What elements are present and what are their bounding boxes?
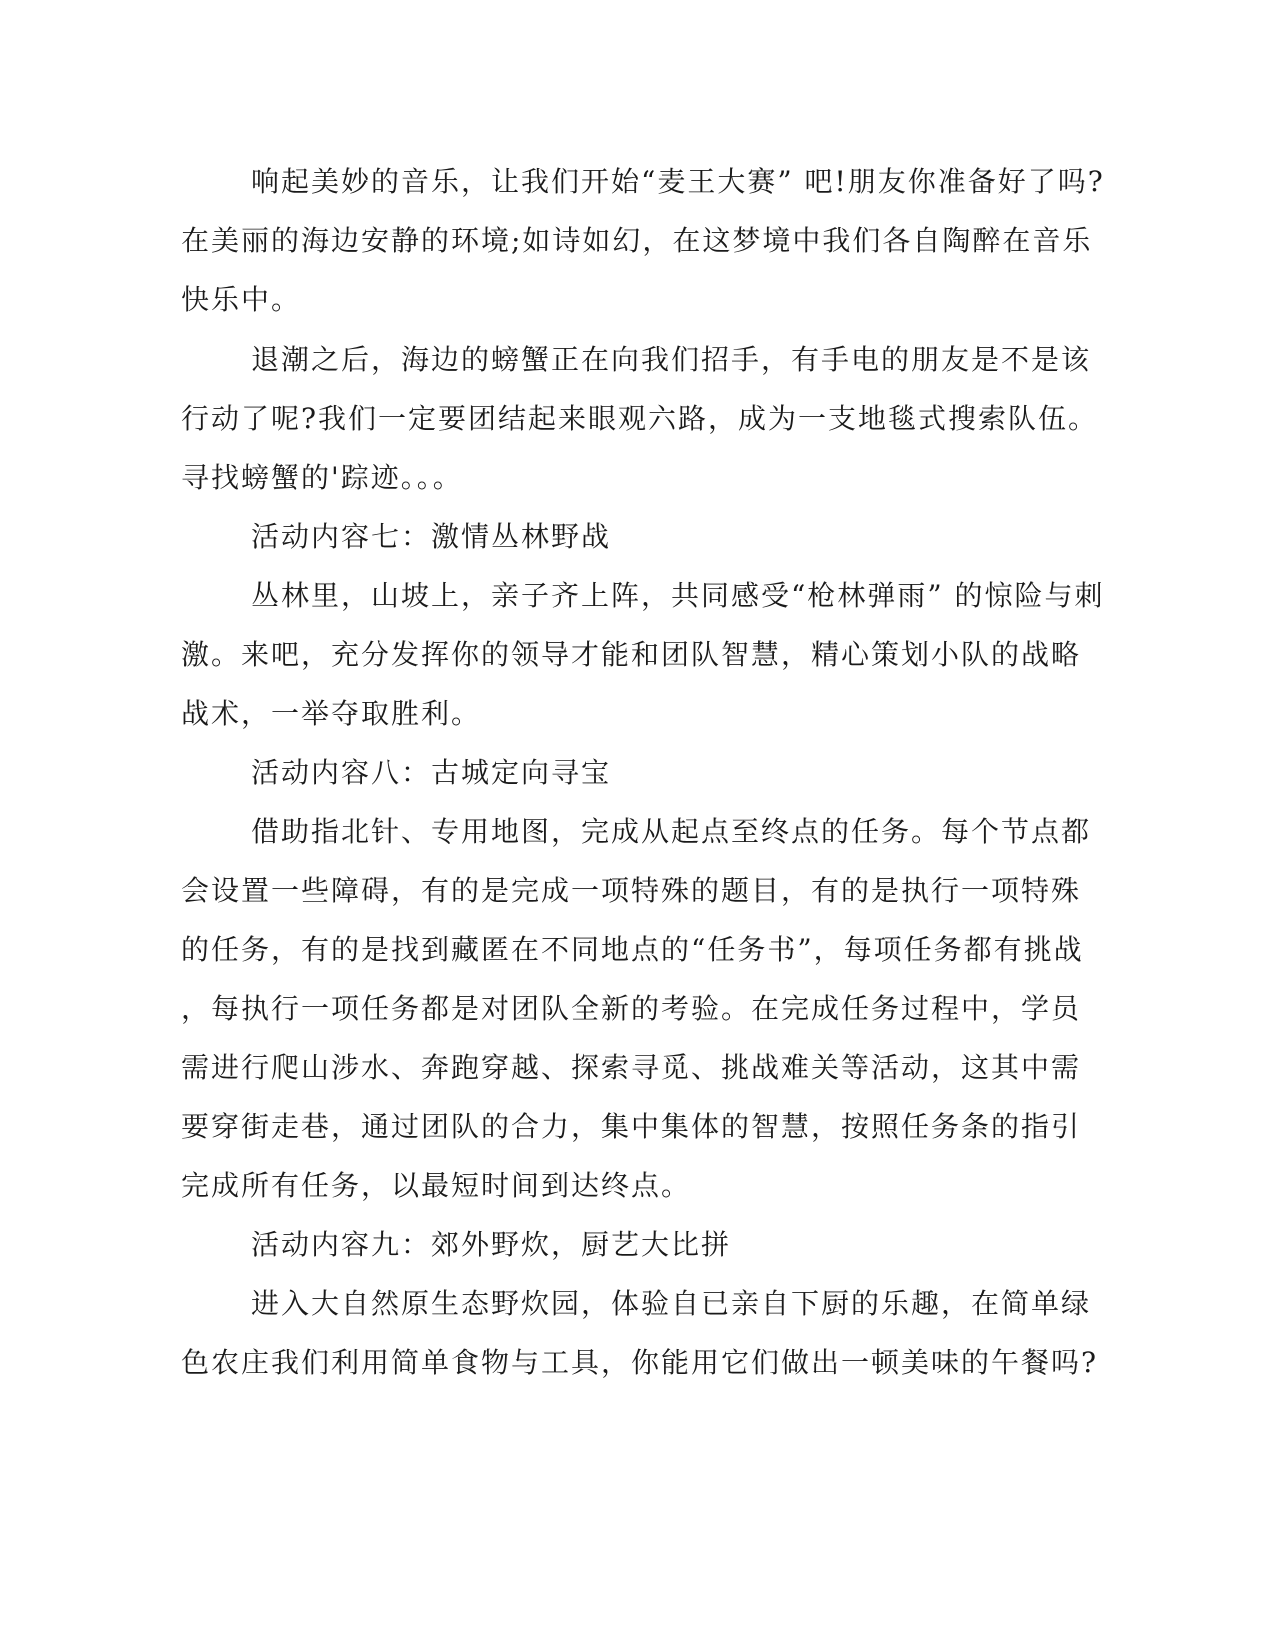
- paragraph-line: 战术，一举夺取胜利。: [181, 697, 482, 730]
- paragraph-line: 的任务，有的是找到藏匿在不同地点的“任务书”，每项任务都有挑战: [181, 933, 1084, 966]
- paragraph-line: 要穿街走巷，通过团队的合力，集中集体的智慧，按照任务条的指引: [181, 1110, 1082, 1143]
- paragraph-line: 激。来吧，充分发挥你的领导才能和团队智慧，精心策划小队的战略: [181, 638, 1082, 671]
- section-heading-eight: 活动内容八：古城定向寻宝: [251, 756, 612, 789]
- paragraph-line: 寻找螃蟹的'踪迹。。。: [181, 461, 463, 494]
- paragraph-line: 丛林里，山坡上，亲子齐上阵，共同感受“枪林弹雨” 的惊险与刺: [251, 579, 1105, 612]
- paragraph-line: 响起美妙的音乐，让我们开始“麦王大赛” 吧!朋友你准备好了吗?: [251, 165, 1105, 198]
- paragraph-line: ，每执行一项任务都是对团队全新的考验。在完成任务过程中，学员: [181, 992, 1082, 1025]
- paragraph-line: 在美丽的海边安静的环境;如诗如幻，在这梦境中我们各自陶醉在音乐: [181, 224, 1093, 257]
- paragraph-line: 快乐中。: [181, 283, 302, 316]
- section-heading-seven: 活动内容七：激情丛林野战: [251, 520, 612, 553]
- paragraph-line: 需进行爬山涉水、奔跑穿越、探索寻觅、挑战难关等活动，这其中需: [181, 1051, 1082, 1084]
- paragraph-line: 退潮之后，海边的螃蟹正在向我们招手，有手电的朋友是不是该: [251, 343, 1092, 376]
- section-heading-nine: 活动内容九：郊外野炊，厨艺大比拼: [251, 1228, 732, 1261]
- paragraph-line: 行动了呢?我们一定要团结起来眼观六路，成为一支地毯式搜索队伍。: [181, 402, 1099, 435]
- paragraph-line: 进入大自然原生态野炊园，体验自已亲自下厨的乐趣，在简单绿: [251, 1287, 1092, 1320]
- paragraph-line: 借助指北针、专用地图，完成从起点至终点的任务。每个节点都: [251, 815, 1092, 848]
- paragraph-line: 会设置一些障碍，有的是完成一项特殊的题目，有的是执行一项特殊: [181, 874, 1082, 907]
- paragraph-line: 完成所有任务，以最短时间到达终点。: [181, 1169, 692, 1202]
- paragraph-line: 色农庄我们利用简单食物与工具，你能用它们做出一顿美味的午餐吗?: [181, 1346, 1099, 1379]
